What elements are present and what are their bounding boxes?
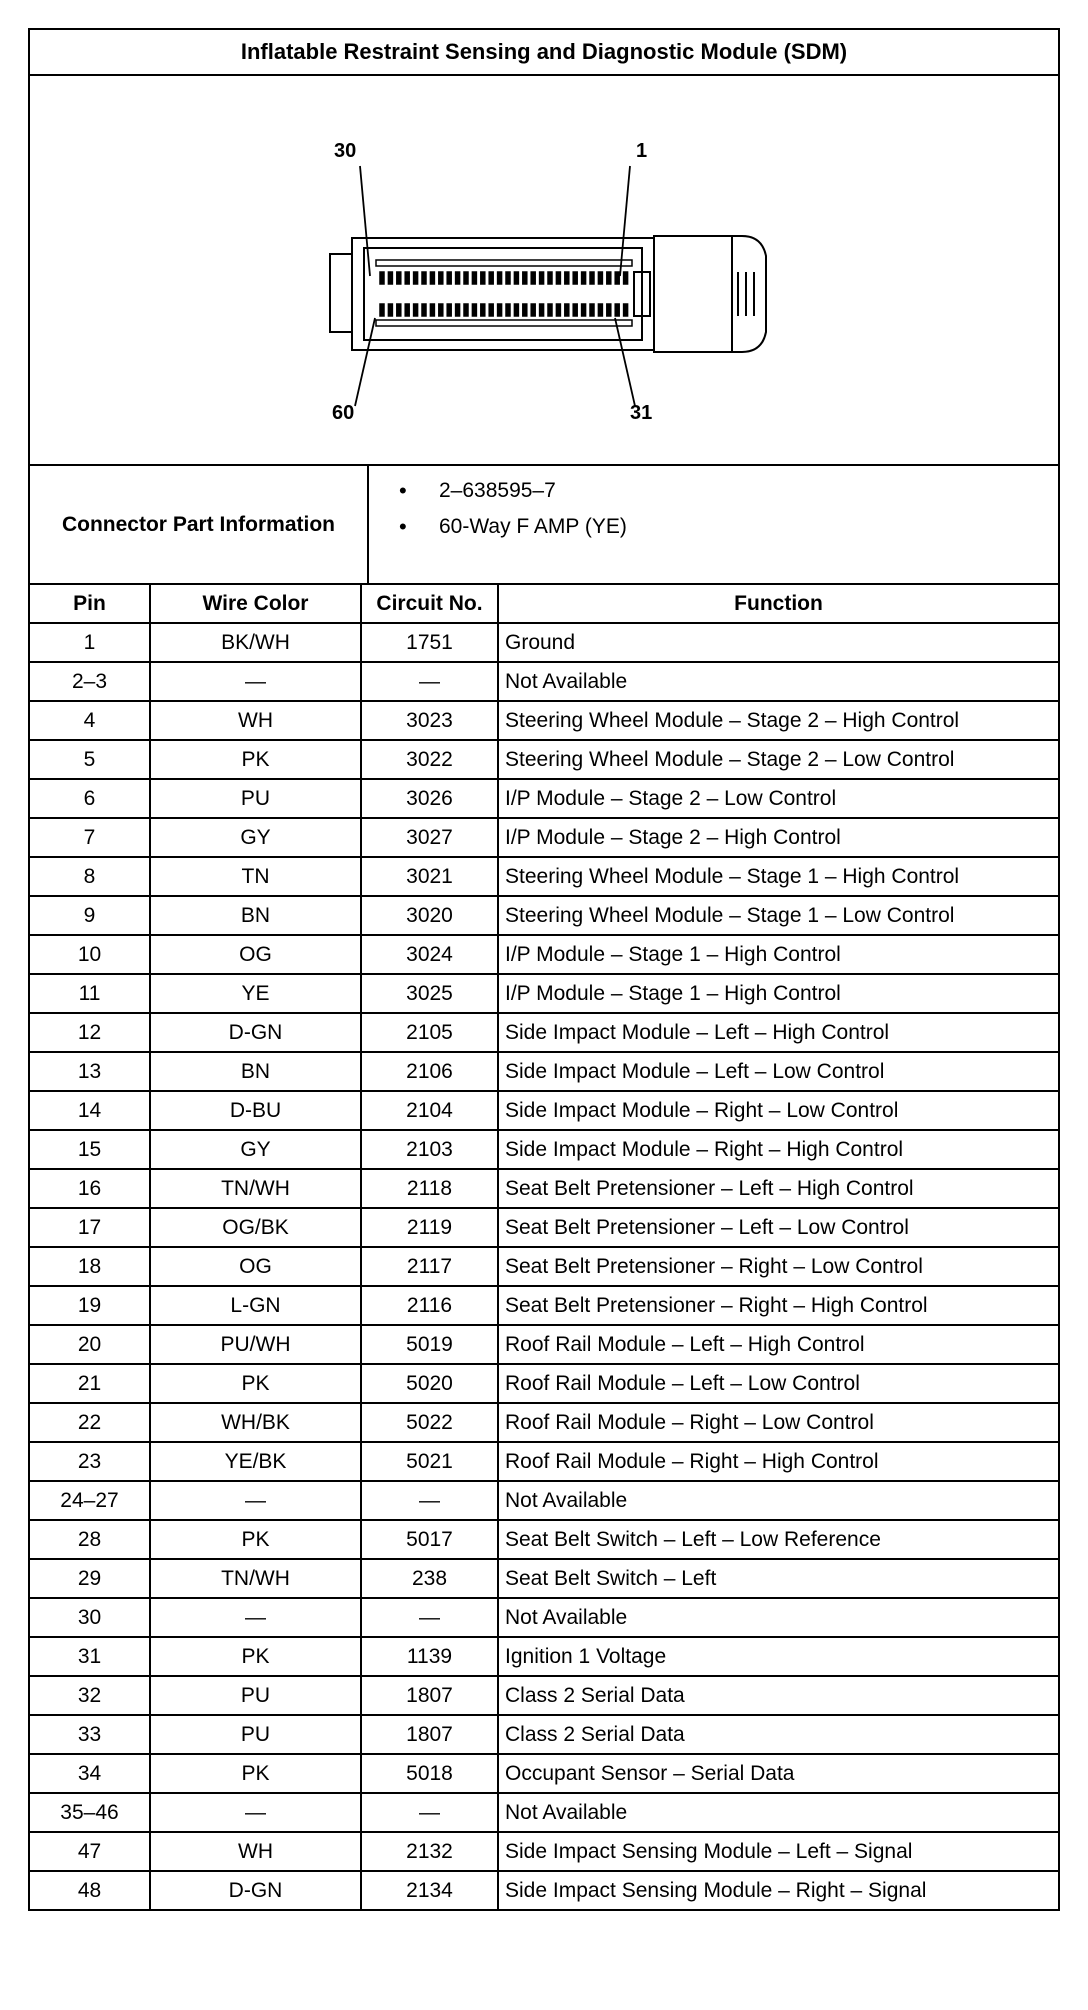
connector-pin	[573, 304, 577, 316]
pin-cell: 12	[30, 1013, 150, 1052]
circuit-no-cell: 5021	[361, 1442, 498, 1481]
function-cell: Seat Belt Switch – Left	[498, 1559, 1058, 1598]
pin-cell: 5	[30, 740, 150, 779]
pin-label-31: 31	[630, 402, 653, 424]
wire-color-cell: PU	[150, 1676, 361, 1715]
connector-pin	[523, 272, 527, 284]
circuit-no-cell: —	[361, 1598, 498, 1637]
pin-cell: 4	[30, 701, 150, 740]
wire-color-cell: YE	[150, 974, 361, 1013]
table-row	[30, 1052, 1058, 1091]
connector-pin	[573, 272, 577, 284]
table-row	[30, 857, 1058, 896]
pin-cell: 18	[30, 1247, 150, 1286]
connector-pin	[447, 272, 451, 284]
connector-pin	[565, 304, 569, 316]
connector-drawing	[30, 76, 1058, 464]
function-cell: Not Available	[498, 1598, 1058, 1637]
table-row	[30, 1247, 1058, 1286]
connector-pin	[598, 304, 602, 316]
circuit-no-cell: 5018	[361, 1754, 498, 1793]
pin-label-30: 30	[334, 140, 357, 162]
circuit-no-cell: 5019	[361, 1325, 498, 1364]
leader-line-31	[615, 318, 635, 406]
circuit-no-cell: 3021	[361, 857, 498, 896]
wire-color-cell: D-BU	[150, 1091, 361, 1130]
pin-cell: 7	[30, 818, 150, 857]
connector-pin	[531, 304, 535, 316]
pin-cell: 21	[30, 1364, 150, 1403]
wire-color-cell: L-GN	[150, 1286, 361, 1325]
connector-pin	[439, 304, 443, 316]
table-row	[30, 1520, 1058, 1559]
connector-pin	[498, 272, 502, 284]
table-row	[30, 662, 1058, 701]
connector-pin	[430, 272, 434, 284]
function-cell: Roof Rail Module – Left – High Control	[498, 1325, 1058, 1364]
pin-cell: 28	[30, 1520, 150, 1559]
connector-pin	[397, 304, 401, 316]
table-row	[30, 1559, 1058, 1598]
function-cell: Not Available	[498, 662, 1058, 701]
connector-pin	[556, 272, 560, 284]
table-row	[30, 1169, 1058, 1208]
function-cell: Side Impact Module – Left – High Control	[498, 1013, 1058, 1052]
connector-pin	[565, 272, 569, 284]
pin-cell: 33	[30, 1715, 150, 1754]
connector-pin	[388, 272, 392, 284]
circuit-no-cell: 2105	[361, 1013, 498, 1052]
connector-pin	[456, 304, 460, 316]
pin-cell: 30	[30, 1598, 150, 1637]
connector-pin	[430, 304, 434, 316]
pin-cell: 2–3	[30, 662, 150, 701]
wire-color-cell: PK	[150, 1637, 361, 1676]
table-row	[30, 818, 1058, 857]
pin-cell: 16	[30, 1169, 150, 1208]
function-cell: Ignition 1 Voltage	[498, 1637, 1058, 1676]
sheet-title: Inflatable Restraint Sensing and Diagnostic Module (SDM)	[30, 30, 1058, 76]
pin-cell: 29	[30, 1559, 150, 1598]
connector-pin	[531, 272, 535, 284]
function-cell: Roof Rail Module – Right – Low Control	[498, 1403, 1058, 1442]
connector-latch-housing	[654, 236, 732, 352]
pin-cell: 10	[30, 935, 150, 974]
pin-cell: 6	[30, 779, 150, 818]
function-cell: Ground	[498, 623, 1058, 662]
part-info-item: • 2–638595–7	[439, 476, 627, 512]
pin-cell: 11	[30, 974, 150, 1013]
connector-pin	[414, 304, 418, 316]
wire-color-cell: D-GN	[150, 1013, 361, 1052]
pin-cell: 1	[30, 623, 150, 662]
connector-pin-rows	[376, 260, 632, 326]
connector-pin	[405, 272, 409, 284]
wire-color-cell: BK/WH	[150, 623, 361, 662]
function-cell: Side Impact Sensing Module – Right – Signal	[498, 1871, 1058, 1909]
connector-pin	[506, 272, 510, 284]
connector-pin	[607, 272, 611, 284]
connector-pin	[472, 272, 476, 284]
circuit-no-cell: 3026	[361, 779, 498, 818]
pin-cell: 34	[30, 1754, 150, 1793]
circuit-no-cell: 2103	[361, 1130, 498, 1169]
connector-pin	[439, 272, 443, 284]
table-row	[30, 1832, 1058, 1871]
connector-pin	[548, 272, 552, 284]
circuit-no-cell: 1807	[361, 1715, 498, 1754]
connector-pin	[624, 304, 628, 316]
table-row	[30, 935, 1058, 974]
circuit-no-cell: 2134	[361, 1871, 498, 1909]
pin-cell: 22	[30, 1403, 150, 1442]
table-row	[30, 1091, 1058, 1130]
function-cell: Side Impact Module – Right – High Control	[498, 1130, 1058, 1169]
connector-pin-rail	[376, 320, 632, 326]
circuit-no-cell: —	[361, 662, 498, 701]
part-info-item: • 60-Way F AMP (YE)	[439, 512, 627, 548]
function-cell: Seat Belt Pretensioner – Left – High Control	[498, 1169, 1058, 1208]
function-cell: Roof Rail Module – Left – Low Control	[498, 1364, 1058, 1403]
function-cell: Side Impact Module – Left – Low Control	[498, 1052, 1058, 1091]
circuit-no-cell: 5017	[361, 1520, 498, 1559]
table-row	[30, 974, 1058, 1013]
connector-cable-stub	[330, 254, 352, 332]
circuit-no-cell: —	[361, 1481, 498, 1520]
connector-pin	[582, 304, 586, 316]
connector-pin-rail	[376, 260, 632, 266]
circuit-no-cell: 2106	[361, 1052, 498, 1091]
pin-cell: 48	[30, 1871, 150, 1909]
connector-pin	[489, 304, 493, 316]
function-cell: Not Available	[498, 1481, 1058, 1520]
pin-cell: 31	[30, 1637, 150, 1676]
wire-color-cell: GY	[150, 818, 361, 857]
pin-cell: 24–27	[30, 1481, 150, 1520]
connector-pin	[456, 272, 460, 284]
wire-color-cell: WH	[150, 1832, 361, 1871]
function-cell: Seat Belt Pretensioner – Left – Low Control	[498, 1208, 1058, 1247]
connector-pin	[414, 272, 418, 284]
circuit-no-cell: 238	[361, 1559, 498, 1598]
circuit-no-cell: 3024	[361, 935, 498, 974]
table-row	[30, 701, 1058, 740]
wire-color-cell: PU	[150, 779, 361, 818]
table-row	[30, 779, 1058, 818]
wire-color-cell: —	[150, 1481, 361, 1520]
connector-pin	[598, 272, 602, 284]
circuit-no-cell: 2104	[361, 1091, 498, 1130]
table-row	[30, 1676, 1058, 1715]
wire-color-cell: OG/BK	[150, 1208, 361, 1247]
connector-pin	[582, 272, 586, 284]
connector-pin	[388, 304, 392, 316]
function-cell: I/P Module – Stage 2 – High Control	[498, 818, 1058, 857]
connector-pin	[481, 272, 485, 284]
connector-figure	[30, 76, 1058, 466]
table-row	[30, 1130, 1058, 1169]
circuit-no-cell: 1139	[361, 1637, 498, 1676]
wire-color-cell: BN	[150, 896, 361, 935]
pin-cell: 20	[30, 1325, 150, 1364]
function-cell: I/P Module – Stage 2 – Low Control	[498, 779, 1058, 818]
part-info-label: Connector Part Information	[30, 466, 369, 583]
pin-cell: 17	[30, 1208, 150, 1247]
table-row	[30, 1013, 1058, 1052]
circuit-no-cell: 3027	[361, 818, 498, 857]
function-cell: Side Impact Sensing Module – Left – Signal	[498, 1832, 1058, 1871]
table-row	[30, 1481, 1058, 1520]
circuit-no-cell: 1751	[361, 623, 498, 662]
circuit-no-cell: 3023	[361, 701, 498, 740]
function-cell: Class 2 Serial Data	[498, 1715, 1058, 1754]
connector-pin	[464, 272, 468, 284]
table-row	[30, 1793, 1058, 1832]
pin-cell: 19	[30, 1286, 150, 1325]
connector-pin	[481, 304, 485, 316]
pin-label-1: 1	[636, 140, 648, 162]
connector-pin	[472, 304, 476, 316]
pin-cell: 23	[30, 1442, 150, 1481]
table-row	[30, 1637, 1058, 1676]
connector-pin	[523, 304, 527, 316]
function-cell: Class 2 Serial Data	[498, 1676, 1058, 1715]
circuit-no-cell: 3025	[361, 974, 498, 1013]
table-row	[30, 1715, 1058, 1754]
circuit-no-cell: 2118	[361, 1169, 498, 1208]
connector-pin	[506, 304, 510, 316]
pin-cell: 47	[30, 1832, 150, 1871]
pin-cell: 13	[30, 1052, 150, 1091]
wire-color-cell: WH	[150, 701, 361, 740]
circuit-no-cell: 2119	[361, 1208, 498, 1247]
connector-pin	[447, 304, 451, 316]
pin-cell: 8	[30, 857, 150, 896]
function-cell: Not Available	[498, 1793, 1058, 1832]
pinout-header-row	[30, 585, 1058, 623]
circuit-no-cell: —	[361, 1793, 498, 1832]
table-row	[30, 1403, 1058, 1442]
wire-color-cell: PU/WH	[150, 1325, 361, 1364]
pin-cell: 32	[30, 1676, 150, 1715]
connector-pin	[397, 272, 401, 284]
header-wire-color: Wire Color	[150, 585, 361, 623]
wire-color-cell: D-GN	[150, 1871, 361, 1909]
connector-pin	[540, 304, 544, 316]
function-cell: Steering Wheel Module – Stage 2 – High Control	[498, 701, 1058, 740]
function-cell: Steering Wheel Module – Stage 2 – Low Control	[498, 740, 1058, 779]
wire-color-cell: TN/WH	[150, 1169, 361, 1208]
header-function: Function	[498, 585, 1058, 623]
table-row	[30, 1871, 1058, 1909]
connector-pin	[615, 272, 619, 284]
table-row	[30, 1286, 1058, 1325]
header-circuit-no: Circuit No.	[361, 585, 498, 623]
table-row	[30, 623, 1058, 662]
circuit-no-cell: 2116	[361, 1286, 498, 1325]
table-row	[30, 740, 1058, 779]
connector-pin	[405, 304, 409, 316]
function-cell: I/P Module – Stage 1 – High Control	[498, 974, 1058, 1013]
wire-color-cell: GY	[150, 1130, 361, 1169]
connector-pin	[380, 304, 384, 316]
connector-pin	[556, 304, 560, 316]
connector-body	[352, 238, 654, 350]
function-cell: I/P Module – Stage 1 – High Control	[498, 935, 1058, 974]
table-row	[30, 1325, 1058, 1364]
wire-color-cell: PK	[150, 1364, 361, 1403]
connector-pin	[590, 304, 594, 316]
connector-pin	[607, 304, 611, 316]
connector-pin	[590, 272, 594, 284]
function-cell: Seat Belt Pretensioner – Right – High Control	[498, 1286, 1058, 1325]
pin-cell: 14	[30, 1091, 150, 1130]
connector-pin	[514, 272, 518, 284]
circuit-no-cell: 2132	[361, 1832, 498, 1871]
function-cell: Occupant Sensor – Serial Data	[498, 1754, 1058, 1793]
pinout-table	[30, 585, 1058, 1909]
pin-cell: 9	[30, 896, 150, 935]
wire-color-cell: TN/WH	[150, 1559, 361, 1598]
wire-color-cell: YE/BK	[150, 1442, 361, 1481]
function-cell: Steering Wheel Module – Stage 1 – Low Control	[498, 896, 1058, 935]
function-cell: Seat Belt Pretensioner – Right – Low Control	[498, 1247, 1058, 1286]
pin-cell: 35–46	[30, 1793, 150, 1832]
connector-pin	[498, 304, 502, 316]
wire-color-cell: PU	[150, 1715, 361, 1754]
function-cell: Side Impact Module – Right – Low Control	[498, 1091, 1058, 1130]
circuit-no-cell: 3022	[361, 740, 498, 779]
circuit-no-cell: 5020	[361, 1364, 498, 1403]
connector-pin	[464, 304, 468, 316]
table-row	[30, 896, 1058, 935]
wire-color-cell: PK	[150, 740, 361, 779]
circuit-no-cell: 1807	[361, 1676, 498, 1715]
connector-part-information	[30, 466, 1058, 585]
wire-color-cell: —	[150, 1793, 361, 1832]
wire-color-cell: OG	[150, 1247, 361, 1286]
part-info-list	[369, 466, 627, 583]
wire-color-cell: —	[150, 662, 361, 701]
connector-pin	[615, 304, 619, 316]
wire-color-cell: PK	[150, 1520, 361, 1559]
connector-pin	[422, 272, 426, 284]
table-row	[30, 1754, 1058, 1793]
table-row	[30, 1208, 1058, 1247]
table-row	[30, 1598, 1058, 1637]
wire-color-cell: BN	[150, 1052, 361, 1091]
circuit-no-cell: 5022	[361, 1403, 498, 1442]
connector-pin	[540, 272, 544, 284]
header-pin: Pin	[30, 585, 150, 623]
circuit-no-cell: 3020	[361, 896, 498, 935]
connector-pin	[514, 304, 518, 316]
connector-pin	[489, 272, 493, 284]
wire-color-cell: TN	[150, 857, 361, 896]
function-cell: Steering Wheel Module – Stage 1 – High Control	[498, 857, 1058, 896]
table-row	[30, 1442, 1058, 1481]
wire-color-cell: OG	[150, 935, 361, 974]
connector-end-view-sheet	[28, 28, 1060, 1911]
function-cell: Roof Rail Module – Right – High Control	[498, 1442, 1058, 1481]
connector-pin	[422, 304, 426, 316]
function-cell: Seat Belt Switch – Left – Low Reference	[498, 1520, 1058, 1559]
connector-pin	[380, 272, 384, 284]
pin-label-60: 60	[332, 402, 355, 424]
connector-pin	[624, 272, 628, 284]
wire-color-cell: WH/BK	[150, 1403, 361, 1442]
table-row	[30, 1364, 1058, 1403]
wire-color-cell: —	[150, 1598, 361, 1637]
circuit-no-cell: 2117	[361, 1247, 498, 1286]
pin-cell: 15	[30, 1130, 150, 1169]
connector-pin	[548, 304, 552, 316]
wire-color-cell: PK	[150, 1754, 361, 1793]
